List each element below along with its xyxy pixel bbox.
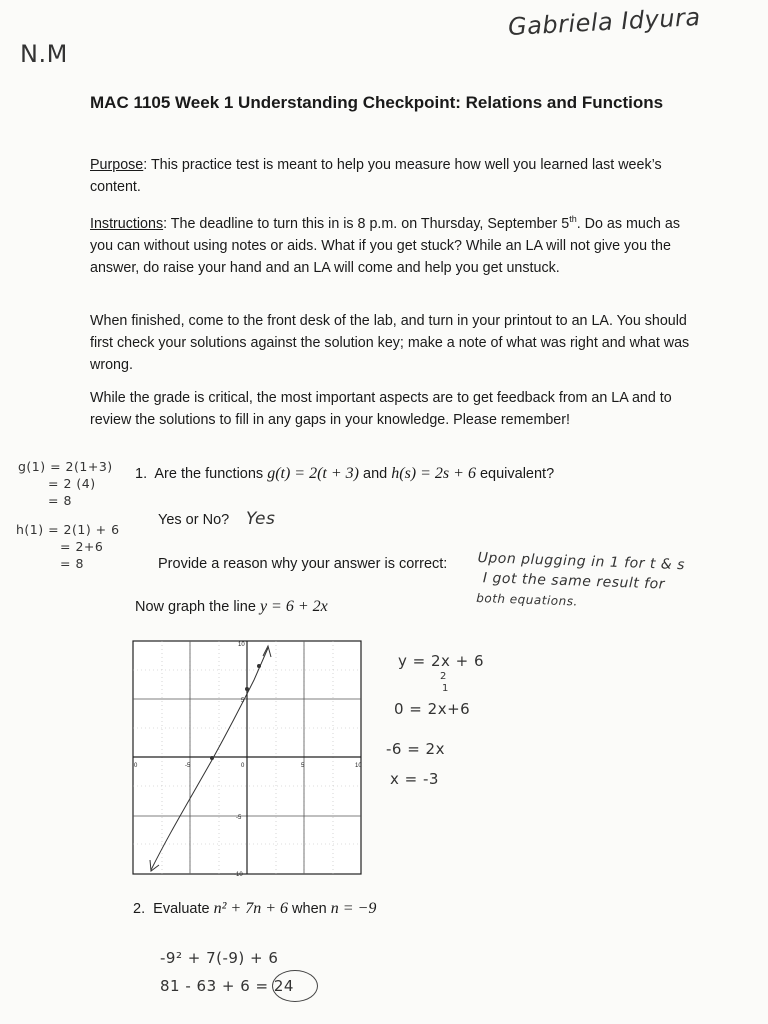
q1-g-expr: g(t) = 2(t + 3) xyxy=(267,465,359,482)
purpose-paragraph xyxy=(90,154,690,198)
reason-label: Provide a reason why your answer is correct: xyxy=(158,556,448,572)
y-tick: 5 xyxy=(241,698,245,704)
q2-number: 2. xyxy=(133,901,146,917)
x-tick: 10 xyxy=(355,763,362,769)
x-tick: 0 xyxy=(241,763,245,769)
grade-paragraph: While the grade is critical, the most important aspects are to get feedback from an LA and to review the solutions to fill in any gaps in your knowledge. Please remember! xyxy=(90,390,672,428)
instructions-text-post: . Do as much as you can without using notes or aids. What if you get stuck? While an LA will not give you the answer, do raise your hand and an LA will come and help you get unstuck. xyxy=(90,215,681,276)
reason-answer xyxy=(476,548,685,615)
x-tick: 5 xyxy=(301,763,305,769)
margin-line: h(1) = 2(1) + 6 xyxy=(16,522,120,537)
side-line: -6 = 2x xyxy=(386,740,445,758)
instructions-label: Instructions xyxy=(90,215,164,232)
side-work xyxy=(386,650,485,790)
instructions-text-pre: : The deadline to turn this in is 8 p.m. on Thursday, September 5 xyxy=(163,215,570,232)
side-line: x = -3 xyxy=(390,770,439,788)
y-tick: -5 xyxy=(236,815,242,821)
margin-work xyxy=(18,458,120,572)
side-line: 1 xyxy=(442,683,449,694)
answer-circle xyxy=(272,970,318,1002)
plot-point xyxy=(210,756,214,760)
margin-line: = 2 (4) xyxy=(48,476,96,491)
yesno-label: Yes or No? xyxy=(158,512,230,528)
finished-paragraph: When finished, come to the front desk of the lab, and turn in your printout to an LA. You should first check your solutions against the solution key; make a note of what was right and what was wrong. xyxy=(90,313,690,373)
q2-text-pre: Evaluate xyxy=(153,901,214,917)
reason-line: I got the same result for xyxy=(482,570,666,593)
q2-work-line: 81 - 63 + 6 = 24 xyxy=(160,977,294,995)
q2-text-mid: when xyxy=(288,901,331,917)
margin-line: = 8 xyxy=(60,556,84,571)
y-tick: 10 xyxy=(238,642,245,648)
purpose-label: Purpose xyxy=(90,157,144,173)
page-title: MAC 1105 Week 1 Understanding Checkpoint: Relations and Functions xyxy=(90,93,664,112)
plot-point xyxy=(245,687,249,691)
q2-expr: n² + 7n + 6 xyxy=(213,900,289,917)
purpose-text: : This practice test is meant to help you measure how well you learned last week’s content. xyxy=(90,157,662,195)
instructions-paragraph xyxy=(90,208,690,279)
margin-line: = 2+6 xyxy=(60,539,104,554)
question-2 xyxy=(133,900,376,918)
q1-h-expr: h(s) = 2s + 6 xyxy=(391,465,476,482)
q2-work-line: -9² + 7(-9) + 6 xyxy=(160,949,279,967)
x-tick: -5 xyxy=(185,763,191,769)
instructions-sup: th xyxy=(569,214,577,224)
reason-line: both equations. xyxy=(476,590,579,609)
graph-prompt-pre: Now graph the line xyxy=(135,599,260,615)
student-name: Gabriela Idyura xyxy=(507,2,702,42)
side-line: y = 2x + 6 xyxy=(398,652,485,670)
plot-point xyxy=(257,664,261,668)
q1-text-mid: and xyxy=(359,466,392,482)
graph-prompt xyxy=(135,598,328,616)
q2-cond: n = −9 xyxy=(330,900,377,917)
graph-expr: y = 6 + 2x xyxy=(259,598,328,615)
graph-grid xyxy=(128,636,368,878)
side-line: 0 = 2x+6 xyxy=(394,700,471,718)
x-tick: 0 xyxy=(134,763,138,769)
y-tick: -10 xyxy=(234,872,243,878)
initials: N.M xyxy=(20,40,68,68)
question-1 xyxy=(135,465,554,483)
q1-text-pre: Are the functions xyxy=(154,466,268,482)
reason-line: Upon plugging in 1 for t & s xyxy=(477,549,686,574)
side-line: 2 xyxy=(440,671,447,682)
q1-number: 1. xyxy=(135,466,148,482)
q1-text-post: equivalent? xyxy=(475,466,555,482)
yesno-answer: Yes xyxy=(246,509,276,529)
margin-line: g(1) = 2(1+3) xyxy=(18,459,113,474)
margin-line: = 8 xyxy=(48,493,72,508)
